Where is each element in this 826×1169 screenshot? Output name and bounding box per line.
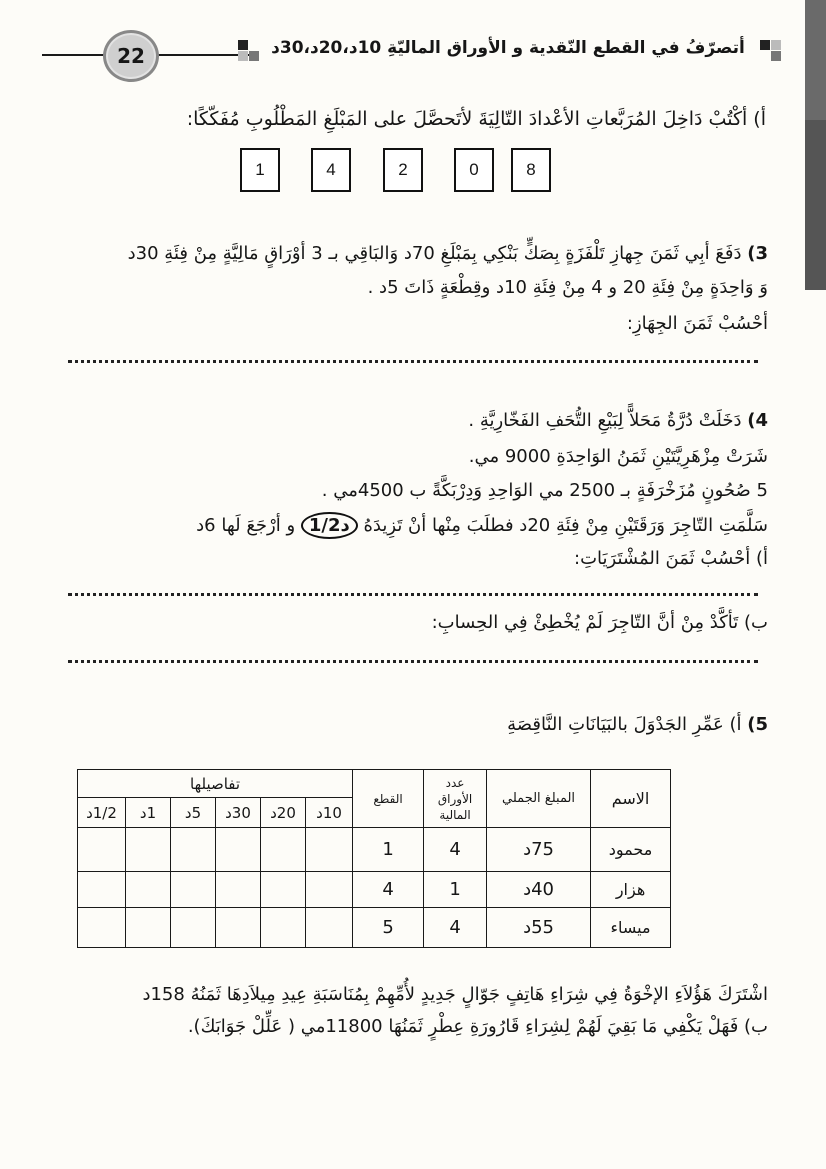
table-row (78, 908, 671, 948)
digit-box: 8 (511, 148, 551, 192)
exercise-4-line-4 (196, 512, 768, 539)
exercise-4-question-a: أ) أحْسُبْ ثَمَنَ المُشْتَرَيَاتِ: (574, 548, 768, 569)
exercise-5-line-1: اشْتَرَكَ هَؤُلاَءِ الإخْوَةُ فِي شِرَاءِ هَاتِفٍ جَوّالٍ جَدِيدٍ لأُمِّهِمْ بِمُنَاسَبَةِ عِيدِ مِيلاَدِهَا ثَمَنُهُ 158د (142, 984, 768, 1005)
table-row (78, 828, 671, 872)
table-cell (126, 828, 171, 872)
exercise-4-text: دَخَلَتْ دُرَّةُ مَحَلاًّ لِبَيْعِ التُّحَفِ الفَخّارِيَّةِ . (468, 410, 742, 431)
table-cell (78, 828, 126, 872)
page-title: أتصرّفُ في القطع النّقدية و الأوراق الماليّةِ 10د،20د،30د (271, 38, 745, 58)
denomination-header: 30د (216, 798, 261, 828)
header-name: الاسم (591, 770, 671, 828)
exercise-a-instruction: أ) أكْتُبْ دَاخِلَ المُرَبَّعاتِ الأعْدادَ التّالِيَةَ لأتَحصَّلَ على المَبْلَغِ المَطْلُوبِ مُفَكّكًا: (186, 108, 766, 130)
denomination-header: 20د (261, 798, 306, 828)
exercise-3-line-2: وَ وَاحِدَةٍ مِنْ فِئَةِ 20 و 4 مِنْ فِئَةِ 10د وقِطْعَةٍ ذَاتَ 5د . (367, 277, 768, 298)
denomination-header: 10د (306, 798, 353, 828)
page-number: 22 (103, 30, 159, 82)
exercise-4-line-3: 5 صُحُونٍ مُزَخْرَفَةٍ بـ 2500 مي الوَاحِدِ وَدِرْبَكَّةً ب 4500مي . (321, 480, 768, 501)
table-cell (216, 908, 261, 948)
exercise-number: 4) (747, 410, 768, 431)
total-cell: 75د (487, 828, 591, 872)
side-tab-top (805, 0, 826, 120)
table-cell (171, 872, 216, 908)
header-papers: عدد الأوراق المالية (424, 770, 487, 828)
exercise-5-line-2: ب) فَهَلْ يَكْفِي مَا بَقِيَ لَهُمْ لِشِرَاءِ قَارُورَةِ عِطْرٍ ثَمَنُهَا 11800مي ( عَلِّلْ جَوَابَكَ). (187, 1016, 768, 1037)
denomination-header: 1/2د (78, 798, 126, 828)
table-cell (216, 872, 261, 908)
papers-cell: 4 (424, 828, 487, 872)
digit-box: 4 (311, 148, 351, 192)
denomination-header: 5د (171, 798, 216, 828)
header-rule-left (42, 54, 104, 56)
exercise-4-line-2: شَرَتْ مِزْهَرِيَّتَيْنِ ثَمَنُ الوَاحِدَةِ 9000 مي. (468, 446, 768, 467)
coins-cell: 5 (353, 908, 424, 948)
papers-cell: 1 (424, 872, 487, 908)
exercise-4-question-b: ب) تَأكَّدْ مِنْ أنَّ التّاجِرَ لَمْ يُخْطِئْ فِي الحِسابِ: (431, 612, 768, 633)
exercise-3-text: دَفَعَ أبِي ثَمَنَ جِهازِ تَلْفَزَةٍ بِصَكٍّ بَنْكِي بِمَبْلَغِ 70د وَالبَاقِي بـ 3 أوْرَاقٍ مَالِيَّةٍ مِنْ فِئَةِ 30د (127, 243, 742, 264)
table-cell (78, 872, 126, 908)
name-cell: هزار (591, 872, 671, 908)
circled-amount: 1/2د (301, 512, 358, 539)
header-coins: القطع (353, 770, 424, 828)
table-cell (126, 872, 171, 908)
table-cell (261, 908, 306, 948)
table-cell (306, 872, 353, 908)
header-details: تفاصيلها (78, 770, 353, 798)
exercise-3-line-1 (128, 243, 768, 264)
header-total: المبلغ الجملي (487, 770, 591, 828)
name-cell: ميساء (591, 908, 671, 948)
exercise-4-text: و أرْجَعَ لَها 6د (196, 515, 296, 536)
answer-line (68, 660, 758, 663)
data-table (77, 769, 671, 948)
exercise-5-instruction: أ) عَمِّرِ الجَدْوَلَ بالبَيَانَاتِ النَّاقِصَةِ (507, 714, 742, 735)
exercise-5-line (507, 714, 768, 735)
exercise-number: 5) (747, 714, 768, 735)
digit-box: 2 (383, 148, 423, 192)
table-cell (78, 908, 126, 948)
header-square-icon (760, 40, 770, 50)
answer-line (68, 360, 758, 363)
answer-line (68, 593, 758, 596)
coins-cell: 4 (353, 872, 424, 908)
header-square-icon (771, 51, 781, 61)
total-cell: 55د (487, 908, 591, 948)
exercise-3-question: أحْسُبْ ثَمَنَ الجِهَازِ: (626, 313, 768, 334)
papers-cell: 4 (424, 908, 487, 948)
header-square-icon (238, 40, 248, 50)
digit-box: 0 (454, 148, 494, 192)
exercise-number: 3) (747, 243, 768, 264)
table-cell (216, 828, 261, 872)
table-cell (306, 828, 353, 872)
coins-cell: 1 (353, 828, 424, 872)
table-cell (171, 908, 216, 948)
table-cell (261, 828, 306, 872)
digit-box: 1 (240, 148, 280, 192)
denomination-header: 1د (126, 798, 171, 828)
header-square-icon (238, 51, 248, 61)
table-row (78, 872, 671, 908)
table-cell (126, 908, 171, 948)
table-cell (171, 828, 216, 872)
table-cell (261, 872, 306, 908)
total-cell: 40د (487, 872, 591, 908)
table-cell (306, 908, 353, 948)
exercise-4-line-1 (468, 410, 768, 431)
exercise-4-text: سَلَّمَتِ التّاجِرَ وَرَقَتَيْنِ مِنْ فِئَةِ 20د فطلَبَ مِنْها أنْ تَزِيدَهُ (363, 515, 768, 536)
header-square-icon (771, 40, 781, 50)
name-cell: محمود (591, 828, 671, 872)
